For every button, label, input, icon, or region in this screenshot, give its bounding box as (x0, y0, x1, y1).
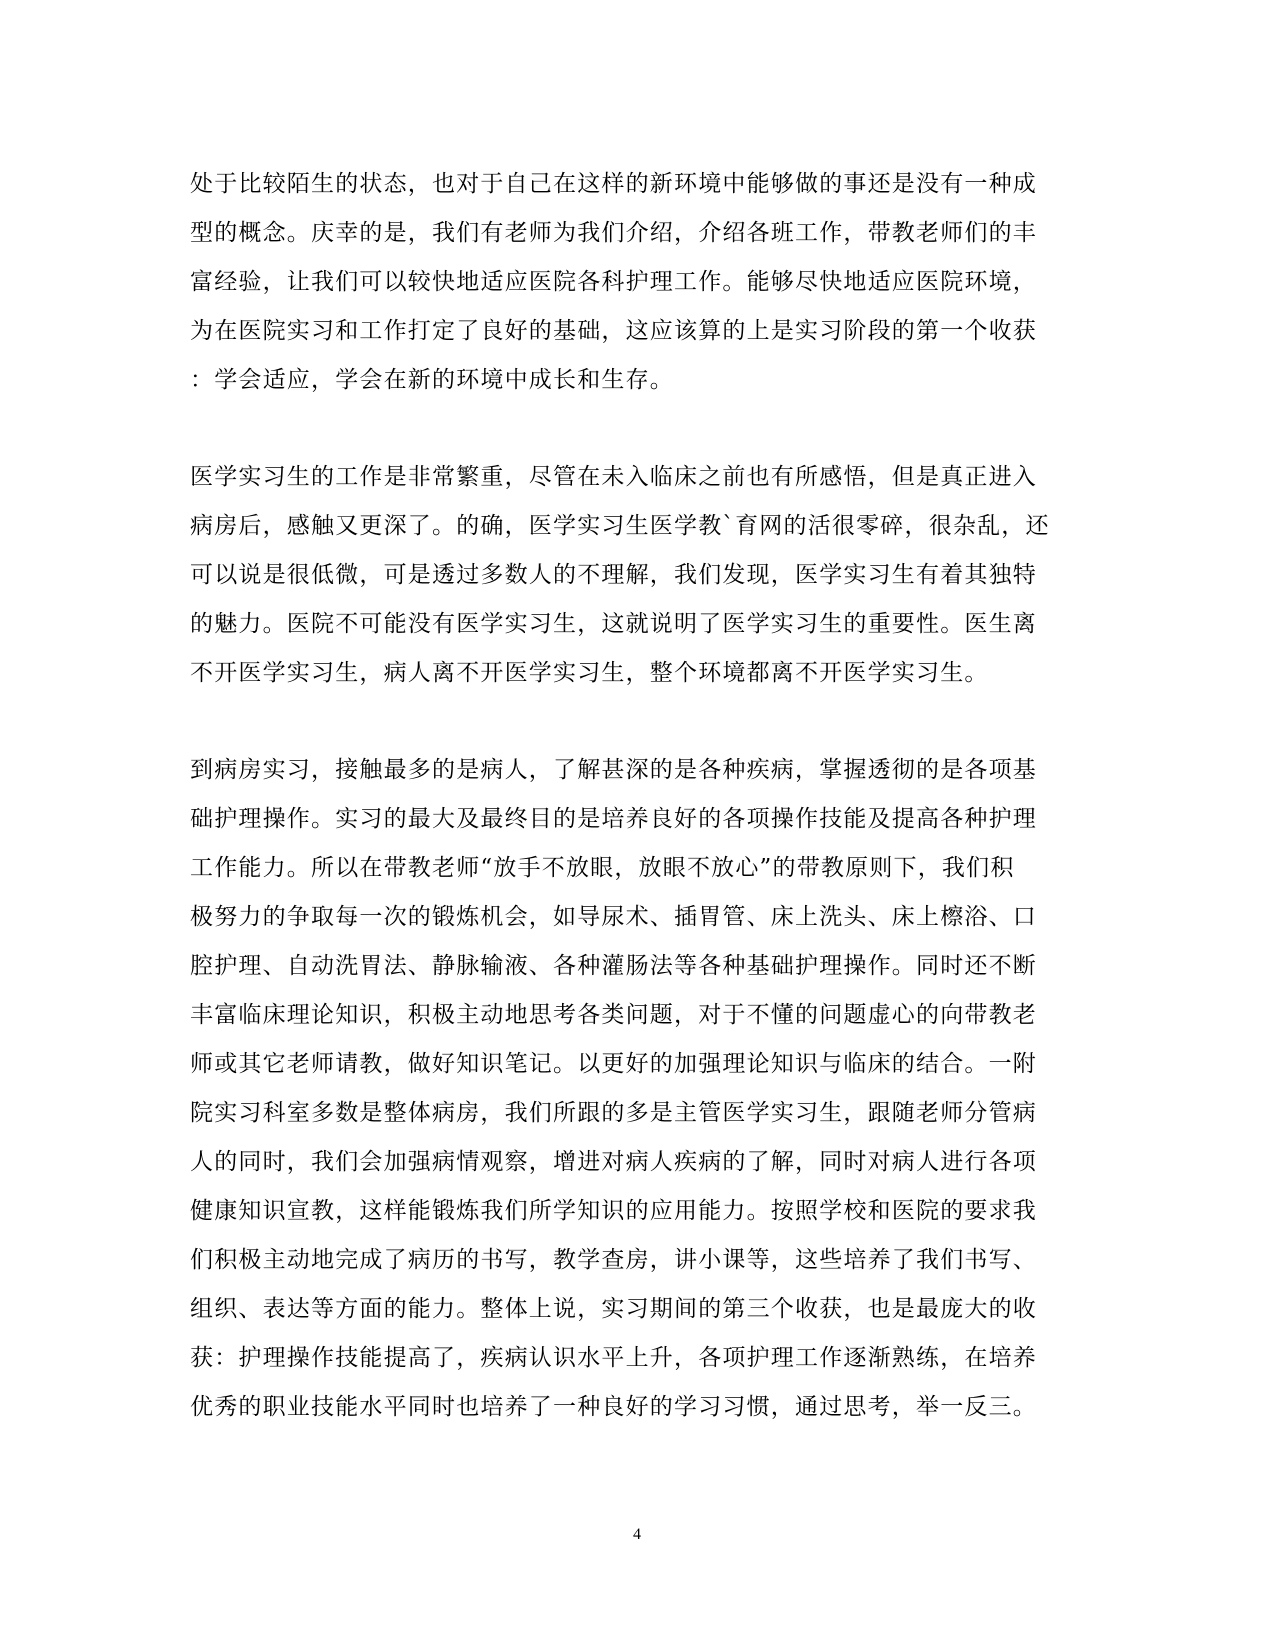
text-line: 获：护理操作技能提高了，疾病认识水平上升，各项护理工作逐渐熟练，在培养 (190, 1345, 1037, 1371)
text-line: 工作能力。所以在带教老师“放手不放眼，放眼不放心”的带教原则下，我们积 (190, 855, 1015, 881)
paragraph-3 (190, 746, 1080, 1432)
text-line: 到病房实习，接触最多的是病人，了解甚深的是各种疾病，掌握透彻的是各项基 (190, 757, 1037, 783)
paragraph-2 (190, 453, 1080, 698)
text-line: 可以说是很低微，可是透过多数人的不理解，我们发现，医学实习生有着其独特 (190, 562, 1037, 588)
text-line: 师或其它老师请教，做好知识笔记。以更好的加强理论知识与临床的结合。一附 (190, 1051, 1037, 1077)
paragraph-1 (190, 160, 1080, 405)
text-line: 为在医院实习和工作打定了良好的基础，这应该算的上是实习阶段的第一个收获 (190, 318, 1037, 344)
text-line: 院实习科室多数是整体病房，我们所跟的多是主管医学实习生，跟随老师分管病 (190, 1100, 1037, 1126)
text-line: 组织、表达等方面的能力。整体上说，实习期间的第三个收获，也是最庞大的收 (190, 1296, 1037, 1322)
text-line: 病房后，感触又更深了。的确，医学实习生医学教`育网的活很零碎，很杂乱，还 (190, 513, 1050, 539)
text-line: ：学会适应，学会在新的环境中成长和生存。 (190, 367, 674, 393)
text-line: 富经验，让我们可以较快地适应医院各科护理工作。能够尽快地适应医院环境， (190, 269, 1037, 295)
text-line: 腔护理、自动洗胃法、静脉输液、各种灌肠法等各种基础护理操作。同时还不断 (190, 953, 1037, 979)
text-line: 型的概念。庆幸的是，我们有老师为我们介绍，介绍各班工作，带教老师们的丰 (190, 220, 1037, 246)
text-line: 医学实习生的工作是非常繁重，尽管在未入临床之前也有所感悟，但是真正进入 (190, 464, 1037, 490)
text-line: 健康知识宣教，这样能锻炼我们所学知识的应用能力。按照学校和医院的要求我 (190, 1198, 1037, 1224)
document-body (190, 160, 1080, 1432)
text-line: 人的同时，我们会加强病情观察，增进对病人疾病的了解，同时对病人进行各项 (190, 1149, 1037, 1175)
text-line: 优秀的职业技能水平同时也培养了一种良好的学习习惯，通过思考，举一反三。 (190, 1394, 1037, 1420)
paragraph-gap (190, 698, 1080, 746)
paragraph-gap (190, 405, 1080, 453)
text-line: 们积极主动地完成了病历的书写，教学查房，讲小课等，这些培养了我们书写、 (190, 1247, 1037, 1273)
text-line: 础护理操作。实习的最大及最终目的是培养良好的各项操作技能及提高各种护理 (190, 806, 1037, 832)
text-line: 处于比较陌生的状态，也对于自己在这样的新环境中能够做的事还是没有一种成 (190, 171, 1037, 197)
text-line: 极努力的争取每一次的锻炼机会，如导尿术、插胃管、床上洗头、床上檫浴、口 (190, 904, 1037, 930)
text-line: 不开医学实习生，病人离不开医学实习生，整个环境都离不开医学实习生。 (190, 660, 989, 686)
text-line: 丰富临床理论知识，积极主动地思考各类问题，对于不懂的问题虚心的向带教老 (190, 1002, 1037, 1028)
text-line: 的魅力。医院不可能没有医学实习生，这就说明了医学实习生的重要性。医生离 (190, 611, 1037, 637)
page-number: 4 (633, 1526, 641, 1543)
